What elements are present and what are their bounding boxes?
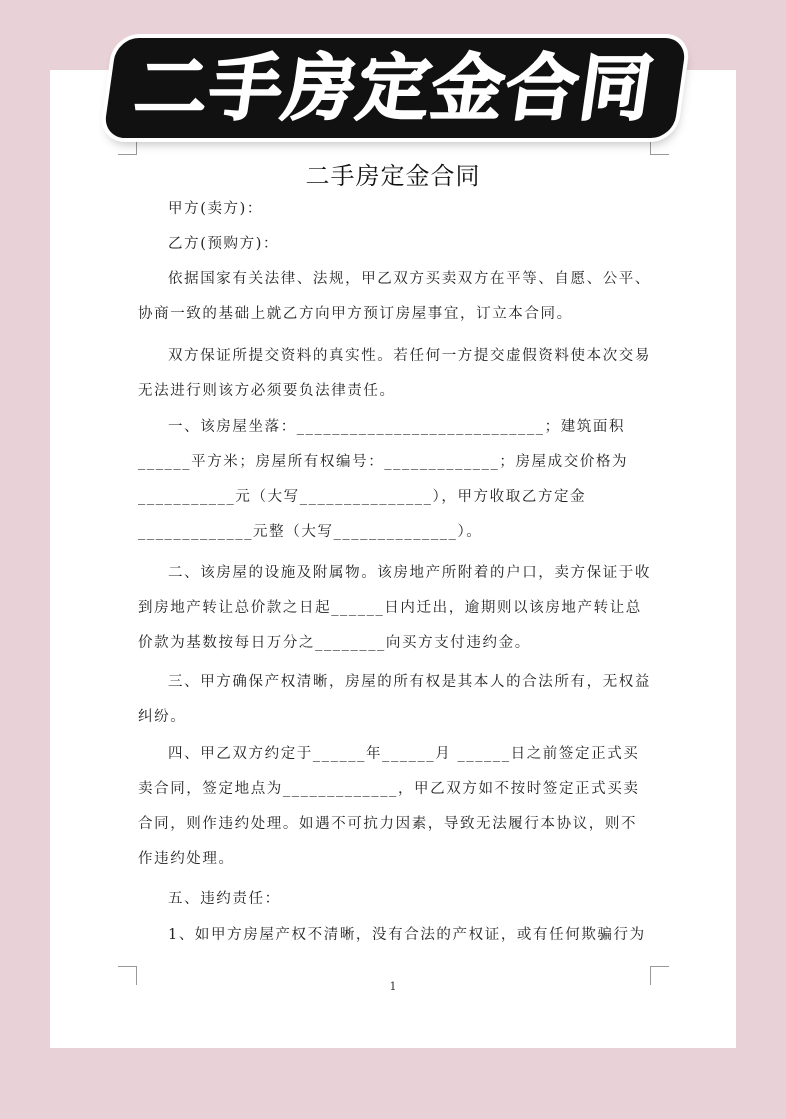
clause-5-item-1: 1、如甲方房屋产权不清晰，没有合法的产权证，或有任何欺骗行为: [168, 927, 646, 943]
document-title: 二手房定金合同: [305, 162, 481, 190]
clause-1: 一、该房屋坐落：____________________________；建筑面积______平方米；房屋所有权编号：_____________；房屋成交价格为___________元（大写_______________），甲方收取乙方定金_____________元整（大写______________）。: [138, 419, 629, 540]
banner: [103, 38, 687, 138]
clause-5-heading: 五、违约责任：: [168, 891, 281, 907]
crop-mark-top-left: [118, 136, 137, 155]
clause-3: 三、甲方确保产权清晰，房屋的所有权是其本人的合法所有，无权益纠纷。: [138, 674, 651, 725]
party-b-line: 乙方(预购方)：: [168, 236, 280, 252]
party-a-line: 甲方(卖方)：: [168, 201, 264, 217]
page-number: 1: [389, 980, 397, 993]
guarantee-paragraph: 双方保证所提交资料的真实性。若任何一方提交虚假资料使本次交易无法进行则该方必须要负法律责任。: [138, 348, 651, 399]
clause-4: 四、甲乙双方约定于______年______月 ______日之前签定正式买卖合同，签定地点为_____________，甲乙双方如不按时签定正式买卖合同，则作违约处理。如遇不可抗力因素，导致无法履行本协议，则不作违约处理。: [138, 746, 640, 867]
banner-title: 二手房定金合同: [130, 46, 660, 130]
intro-paragraph: 依据国家有关法律、法规，甲乙双方买卖双方在平等、自愿、公平、协商一致的基础上就乙方向甲方预订房屋事宜，订立本合同。: [138, 271, 651, 322]
crop-mark-top-right: [650, 136, 669, 155]
clause-2: 二、该房屋的设施及附属物。该房地产所附着的户口，卖方保证于收到房地产转让总价款之日起______日内迁出，逾期则以该房地产转让总价款为基数按每日万分之________向买方支付违约金。: [138, 565, 651, 651]
